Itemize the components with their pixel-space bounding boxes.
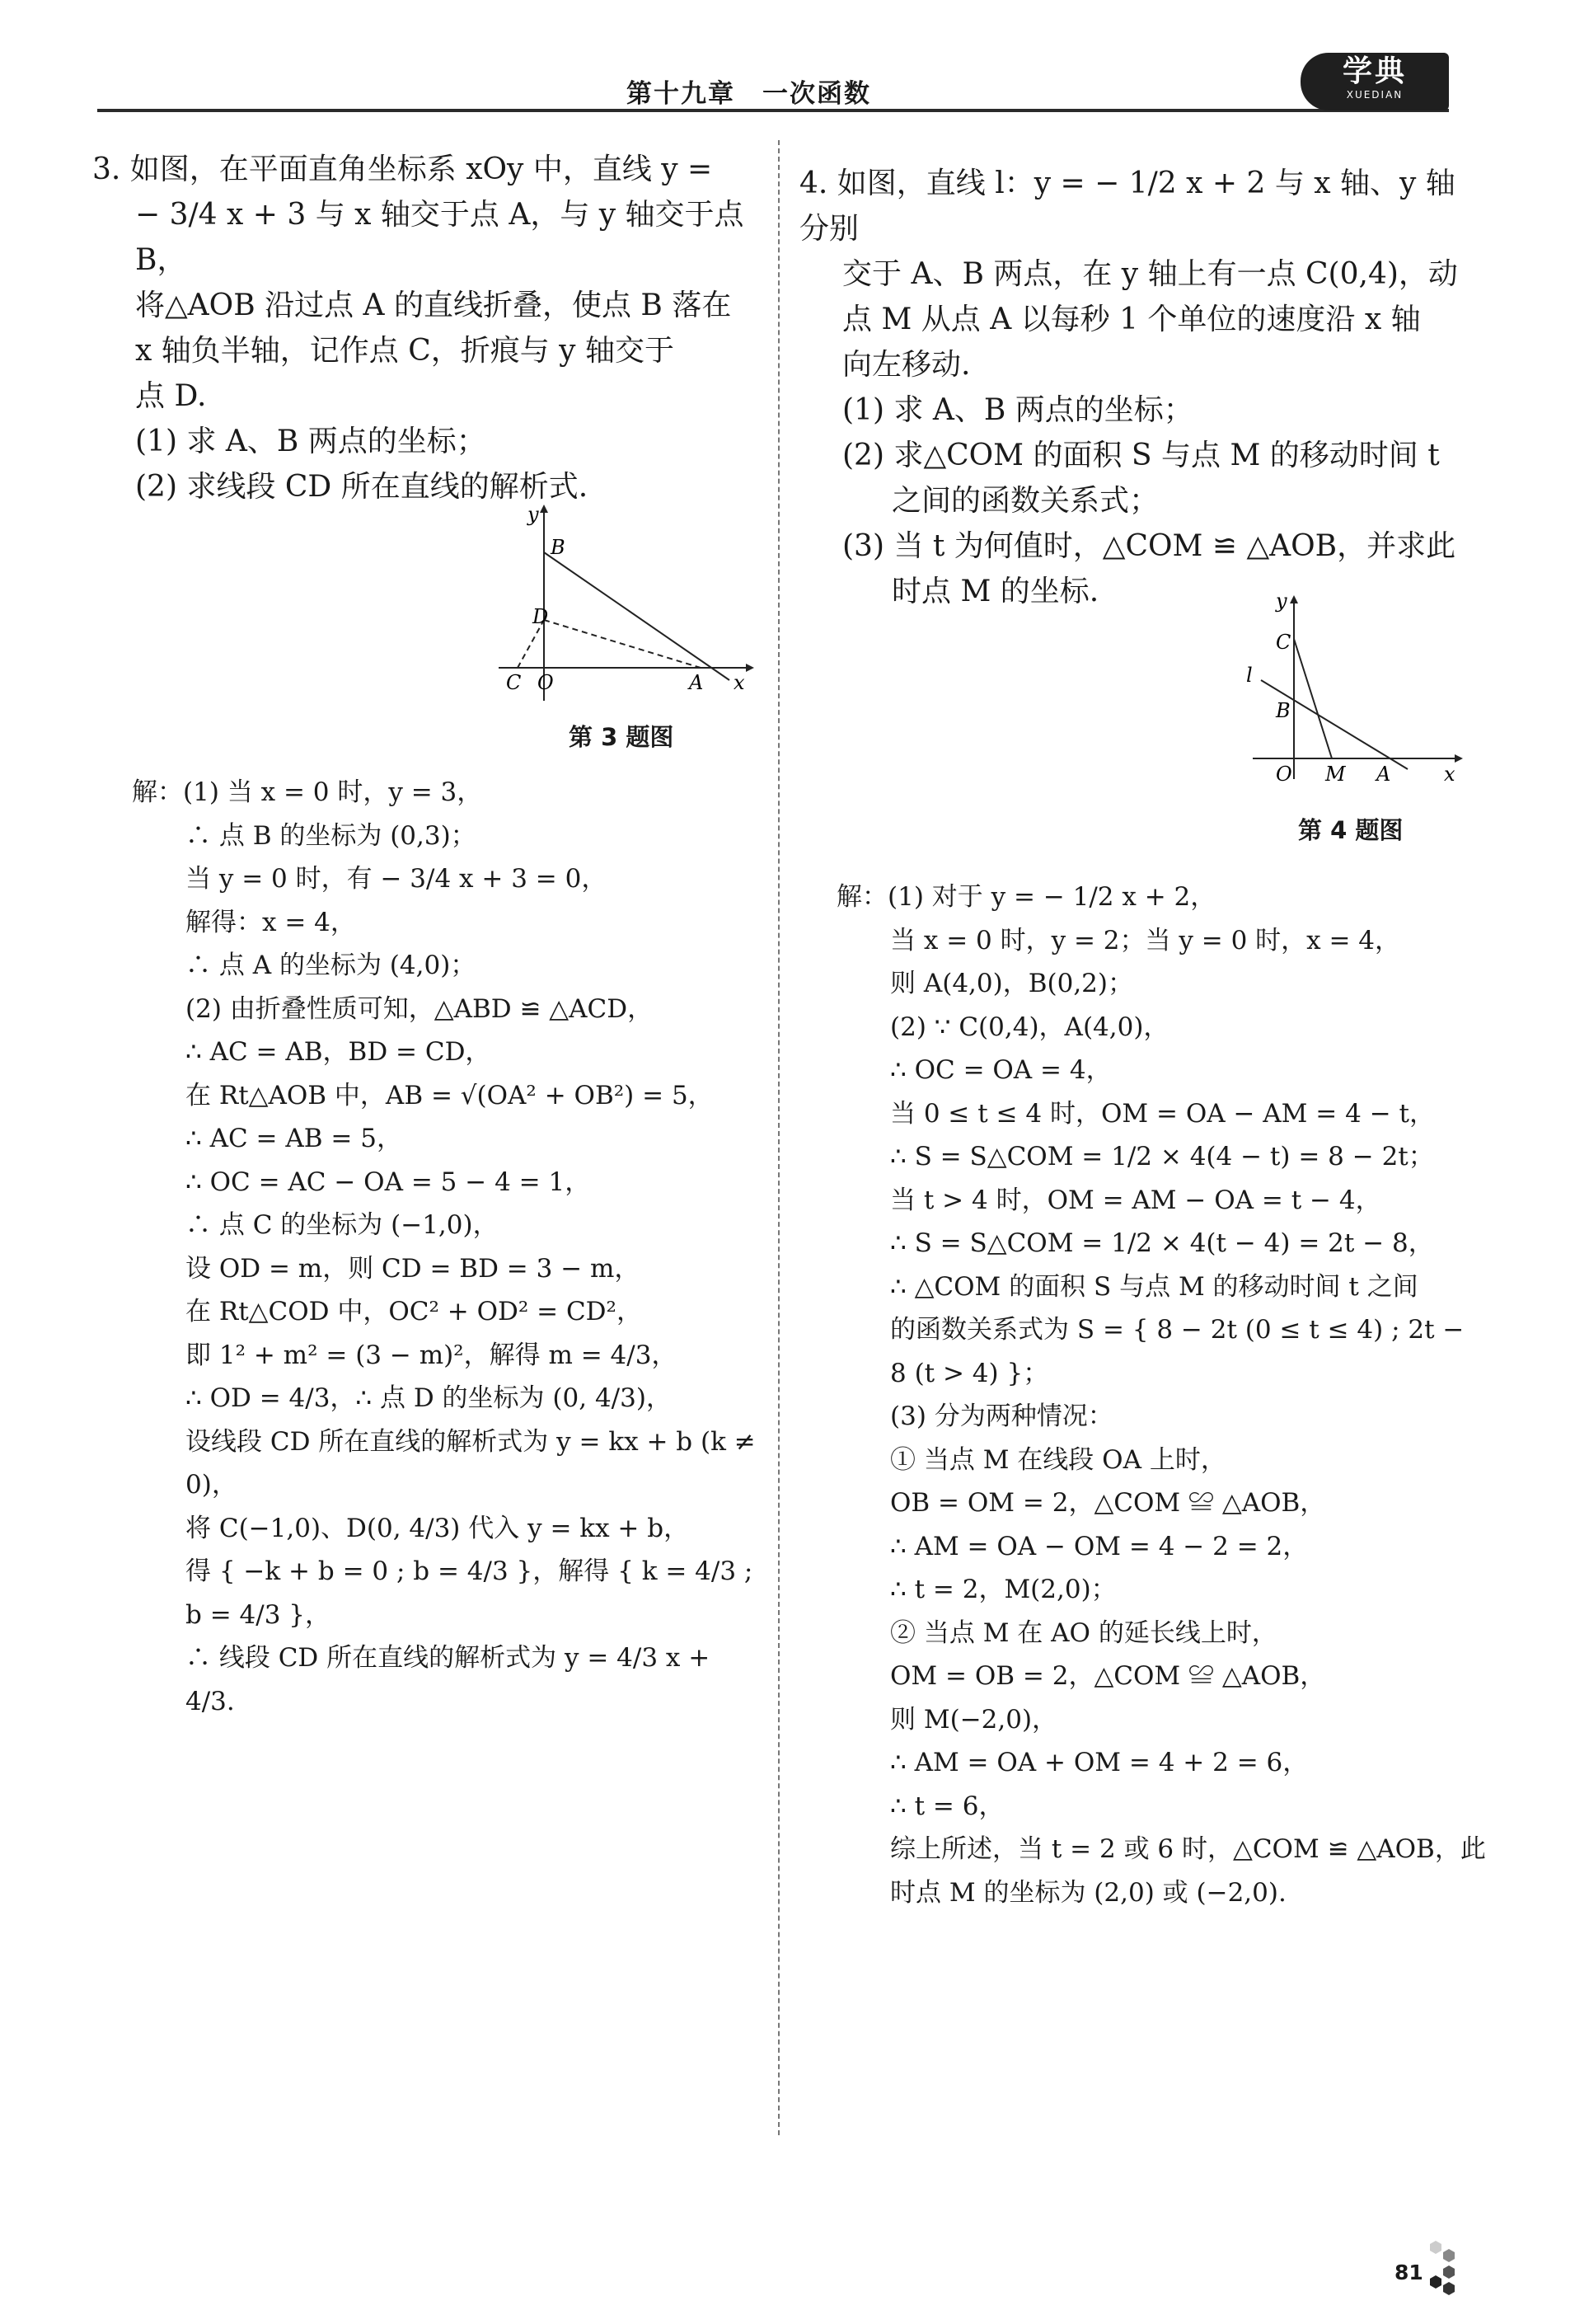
label-y: y	[527, 503, 539, 526]
solution-line: 在 Rt△COD 中，OC² + OD² = CD²，	[185, 1297, 642, 1326]
solution-line: 设线段 CD 所在直线的解析式为 y = kx + b (k ≠	[185, 1426, 756, 1457]
solution-line: 解得：x = 4，	[185, 907, 356, 937]
label-C: C	[506, 671, 522, 694]
problem-4-line: 交于 A、B 两点，在 y 轴上有一点 C(0,4)，动	[842, 257, 1458, 291]
problem-3-line: − 3/4 x + 3 与 x 轴交于点 A，与 y 轴交于点 B，	[135, 198, 744, 277]
solution-line: 设 OD = m，则 CD = BD = 3 − m，	[185, 1253, 640, 1284]
problem-3-question-1: (1) 求 A、B 两点的坐标；	[135, 425, 486, 458]
problem-4-question-2: (2) 求△COM 的面积 S 与点 M 的移动时间 t	[842, 439, 1440, 472]
column-divider	[778, 140, 780, 2135]
solution-line: 则 M(−2,0)，	[890, 1704, 1058, 1735]
label-C: C	[1276, 631, 1291, 654]
solution-line: ② 当点 M 在 AO 的延长线上时，	[890, 1617, 1277, 1648]
solution-line: 当 0 ≤ t ≤ 4 时，OM = OA − AM = 4 − t，	[890, 1098, 1435, 1129]
hexagon-decoration-icon	[1413, 2236, 1463, 2310]
y-axis-arrow	[1290, 595, 1298, 603]
problem-3-line: 将△AOB 沿过点 A 的直线折叠，使点 B 落在	[135, 289, 732, 322]
label-x: x	[734, 671, 745, 694]
solution-line: OM = OB = 2，△COM ≌ △AOB，	[890, 1661, 1326, 1691]
x-axis-arrow	[1455, 754, 1463, 763]
label-A: A	[1376, 763, 1391, 786]
problem-3-caption: 第 3 题图	[569, 723, 674, 751]
header-rule	[97, 109, 1449, 112]
solution-line: ∴ S = S△COM = 1/2 × 4(t − 4) = 2t − 8，	[890, 1228, 1434, 1258]
problem-3-solution	[132, 771, 758, 1723]
publisher-logo	[1301, 53, 1449, 110]
solution-line: 当 x = 0 时，y = 2；当 y = 0 时，x = 4，	[890, 925, 1401, 955]
logo-en: XUEDIAN	[1346, 89, 1404, 101]
x-axis-arrow	[746, 664, 754, 672]
line-AB	[544, 552, 729, 680]
problem-3-question-2: (2) 求线段 CD 所在直线的解析式.	[135, 470, 588, 504]
label-A: A	[689, 671, 704, 694]
solution-line: ∴ AM = OA − OM = 4 − 2 = 2，	[890, 1531, 1309, 1561]
solution-line: 即 1² + m² = (3 − m)²，解得 m = 4/3，	[185, 1340, 677, 1370]
label-l: l	[1246, 664, 1253, 687]
solution-line: 解：(1) 对于 y = − 1/2 x + 2，	[837, 882, 1216, 912]
problem-4-solution	[837, 876, 1488, 1914]
solution-line: OB = OM = 2，△COM ≌ △AOB，	[890, 1488, 1326, 1518]
solution-line: ∴ OC = AC − OA = 5 − 4 = 1，	[185, 1167, 591, 1197]
solution-line: ∴ OC = OA = 4，	[890, 1055, 1112, 1085]
line-l	[1261, 680, 1408, 769]
solution-line: (3) 分为两种情况：	[890, 1401, 1113, 1431]
solution-line: 当 y = 0 时，有 − 3/4 x + 3 = 0，	[185, 864, 607, 894]
solution-line: ∴ 点 C 的坐标为 (−1,0)，	[185, 1210, 499, 1240]
problem-3-line: x 轴负半轴，记作点 C，折痕与 y 轴交于	[135, 334, 674, 368]
problem-4-line: 4. 如图，直线 l：y = − 1/2 x + 2 与 x 轴、y 轴分别	[799, 167, 1455, 246]
solution-line: ∴ OD = 4/3，∴ 点 D 的坐标为 (0, 4/3)，	[185, 1383, 672, 1413]
label-B: B	[1276, 699, 1291, 722]
problem-3-figure	[495, 503, 758, 709]
problem-4-line: 点 M 从点 A 以每秒 1 个单位的速度沿 x 轴	[842, 303, 1421, 336]
label-B: B	[551, 536, 565, 559]
solution-line: ∴ AM = OA + OM = 4 + 2 = 6，	[890, 1748, 1309, 1777]
solution-line: ∴ 线段 CD 所在直线的解析式为 y = 4/3 x + 4/3.	[185, 1643, 710, 1716]
problem-4-line: 时点 M 的坐标.	[892, 575, 1099, 608]
label-D: D	[532, 605, 549, 628]
solution-line: 的函数关系式为 S = { 8 − 2t (0 ≤ t ≤ 4) ; 2t − 8 (t > 4) }；	[890, 1315, 1465, 1388]
label-O: O	[537, 671, 554, 694]
problem-4-question-3: (3) 当 t 为何值时，△COM ≌ △AOB，并求此	[842, 529, 1456, 563]
problem-4-figure	[1236, 589, 1467, 796]
label-y: y	[1276, 589, 1287, 613]
solution-line: 当 t > 4 时，OM = AM − OA = t − 4，	[890, 1185, 1381, 1215]
solution-line: 得 { −k + b = 0 ; b = 4/3 }，解得 { k = 4/3 ; b = 4/3 }，	[185, 1556, 753, 1630]
logo-cn: 学典	[1342, 54, 1407, 88]
solution-line: (2) ∵ C(0,4)，A(4,0)，	[890, 1012, 1169, 1042]
solution-line: 将 C(−1,0)、D(0, 4/3) 代入 y = kx + b，	[185, 1513, 690, 1543]
solution-line: ∴ AC = AB，BD = CD，	[185, 1037, 491, 1067]
problem-3-line: 3. 如图，在平面直角坐标系 xOy 中，直线 y =	[92, 153, 713, 186]
chapter-title: 第十九章 一次函数	[626, 79, 871, 109]
problem-4-line: 之间的函数关系式；	[892, 484, 1160, 518]
solution-line: ∴ t = 6，	[890, 1791, 1005, 1821]
problem-3-line: 点 D.	[135, 379, 207, 413]
solution-line: ∴ AC = AB = 5，	[185, 1124, 402, 1153]
solution-line: ① 当点 M 在线段 OA 上时，	[890, 1444, 1226, 1475]
solution-line: ∴ S = S△COM = 1/2 × 4(4 − t) = 8 − 2t；	[890, 1142, 1434, 1171]
label-M: M	[1325, 763, 1346, 786]
solution-line: 解：(1) 当 x = 0 时，y = 3，	[132, 777, 483, 807]
label-x: x	[1444, 763, 1455, 786]
solution-line: ∴ t = 2，M(2,0)；	[890, 1575, 1117, 1604]
label-O: O	[1276, 763, 1292, 786]
solution-line: ∴ 点 A 的坐标为 (4,0)；	[185, 951, 476, 980]
solution-line: 在 Rt△AOB 中，AB = √(OA² + OB²) = 5，	[185, 1080, 714, 1110]
problem-4-question-1: (1) 求 A、B 两点的坐标；	[842, 393, 1193, 427]
solution-line: ∴ 点 B 的坐标为 (0,3)；	[185, 820, 476, 851]
solution-line: 则 A(4,0)，B(0,2)；	[890, 969, 1133, 998]
problem-4-caption: 第 4 题图	[1298, 816, 1404, 844]
page-number: 81	[1394, 2261, 1423, 2284]
solution-line: (2) 由折叠性质可知，△ABD ≌ △ACD，	[185, 993, 654, 1024]
problem-3	[92, 147, 752, 509]
solution-line: 综上所述，当 t = 2 或 6 时，△COM ≌ △AOB，此	[890, 1834, 1486, 1864]
solution-line: 时点 M 的坐标为 (2,0) 或 (−2,0).	[890, 1877, 1287, 1908]
solution-line: ∴ △COM 的面积 S 与点 M 的移动时间 t 之间	[890, 1271, 1418, 1302]
problem-4-line: 向左移动.	[842, 348, 971, 382]
problem-4	[799, 161, 1475, 614]
segment-CM	[1294, 639, 1332, 758]
solution-line: 0)，	[185, 1470, 237, 1500]
y-axis-arrow	[540, 505, 548, 513]
